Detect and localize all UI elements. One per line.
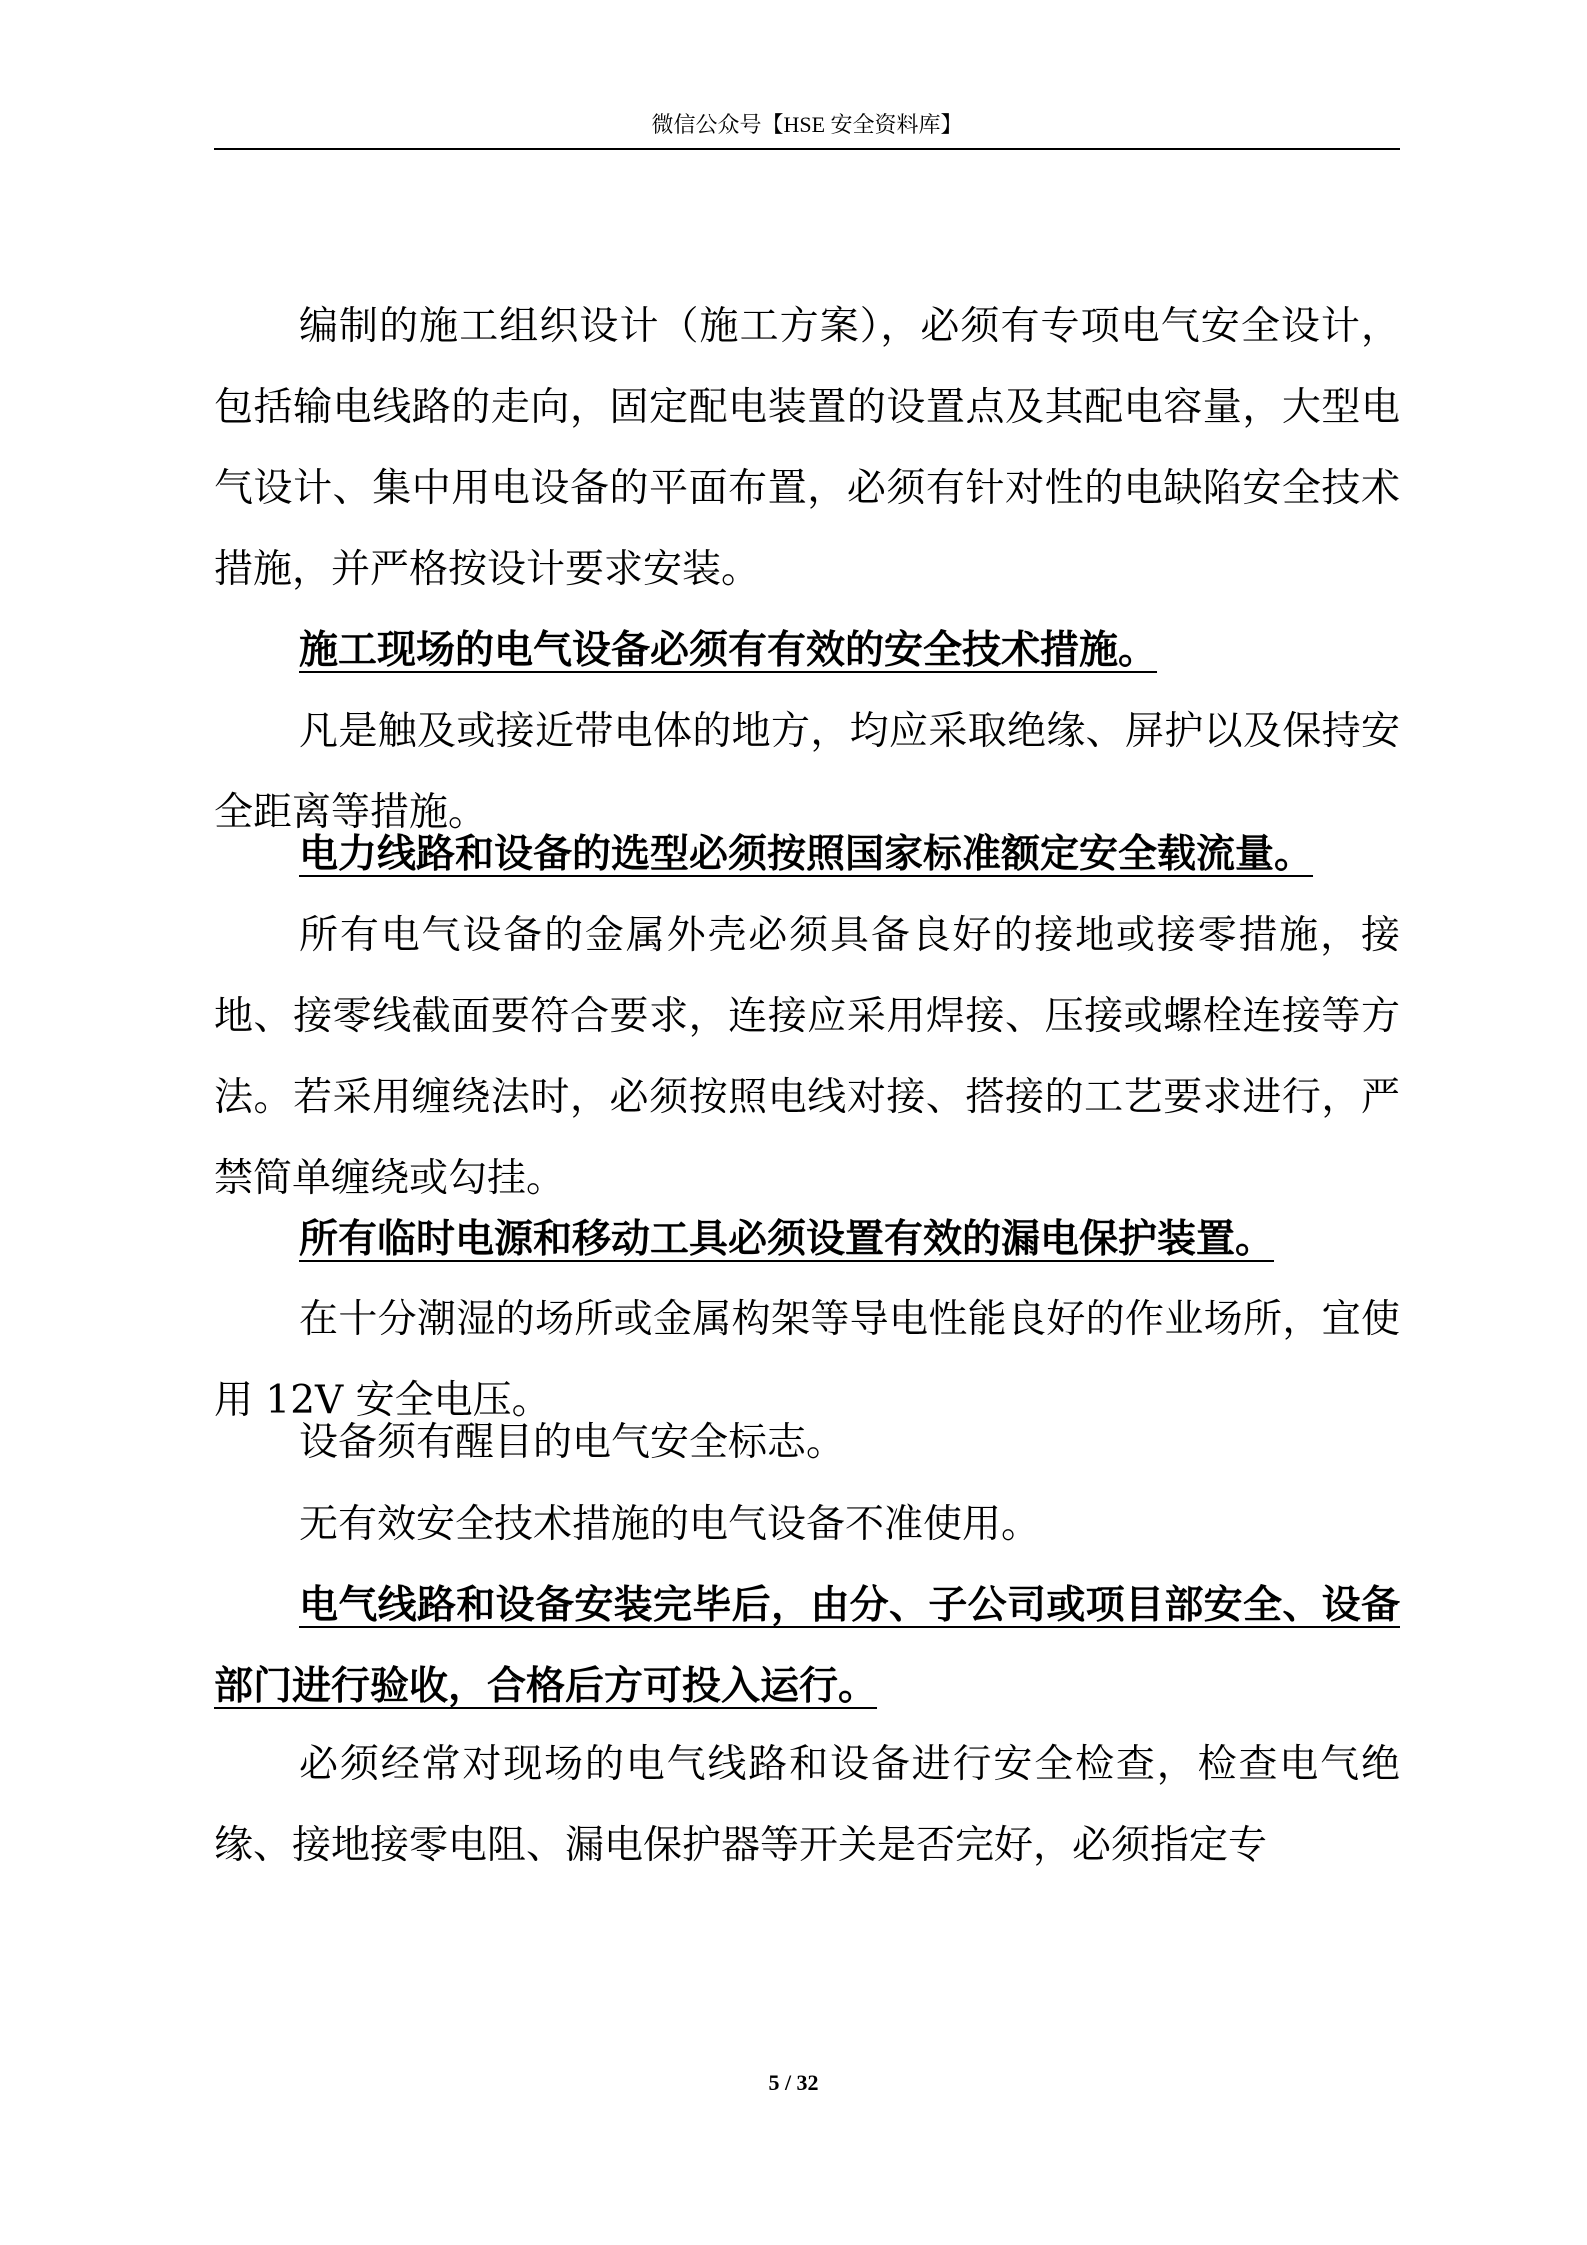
page-number: 5 / 32 [768, 2070, 819, 2095]
heading-acceptance [214, 1565, 1400, 1727]
heading-text: 电气线路和设备安装完毕后，由分、子公司或项目部安全、设备部门进行验收，合格后方可投入运行。 [214, 1582, 1400, 1709]
heading-cable-selection [214, 814, 1400, 895]
heading-leakage-protection [214, 1199, 1400, 1280]
paragraph-safety-sign: 设备须有醒目的电气安全标志。 [299, 1420, 846, 1465]
paragraph-inspection: 必须经常对现场的电气线路和设备进行安全检查，检查电气绝缘、接地接零电阻、漏电保护器等开关是否完好，必须指定专 [214, 1742, 1400, 1868]
paragraph-insulation: 凡是触及或接近带电体的地方，均应采取绝缘、屏护以及保持安全距离等措施。 [214, 709, 1400, 835]
paragraph-grounding: 所有电气设备的金属外壳必须具备良好的接地或接零措施，接地、接零线截面要符合要求，连接应采用焊接、压接或螺栓连接等方法。若采用缠绕法时，必须按照电线对接、搭接的工艺要求进行，严禁简单缠绕或勾挂。 [214, 913, 1400, 1201]
heading-text: 施工现场的电气设备必须有有效的安全技术措施。 [299, 627, 1158, 673]
heading-effective-measures [214, 610, 1400, 691]
heading-text: 所有临时电源和移动工具必须设置有效的漏电保护装置。 [299, 1216, 1275, 1262]
header-divider [214, 148, 1400, 150]
paragraph-no-use: 无有效安全技术措施的电气设备不准使用。 [299, 1502, 1041, 1547]
paragraph-design-requirements: 编制的施工组织设计（施工方案），必须有专项电气安全设计，包括输电线路的走向，固定配电装置的设置点及其配电容量，大型电气设计、集中用电设备的平面布置，必须有针对性的电缺陷安全技术措施，并严格按设计要求安装。 [214, 304, 1400, 592]
page-header: 微信公众号【HSE 安全资料库】 [651, 112, 963, 137]
paragraph-safe-voltage: 在十分潮湿的场所或金属构架等导电性能良好的作业场所，宜使用 12V 安全电压。 [214, 1297, 1400, 1423]
heading-text: 电力线路和设备的选型必须按照国家标准额定安全载流量。 [299, 831, 1314, 877]
